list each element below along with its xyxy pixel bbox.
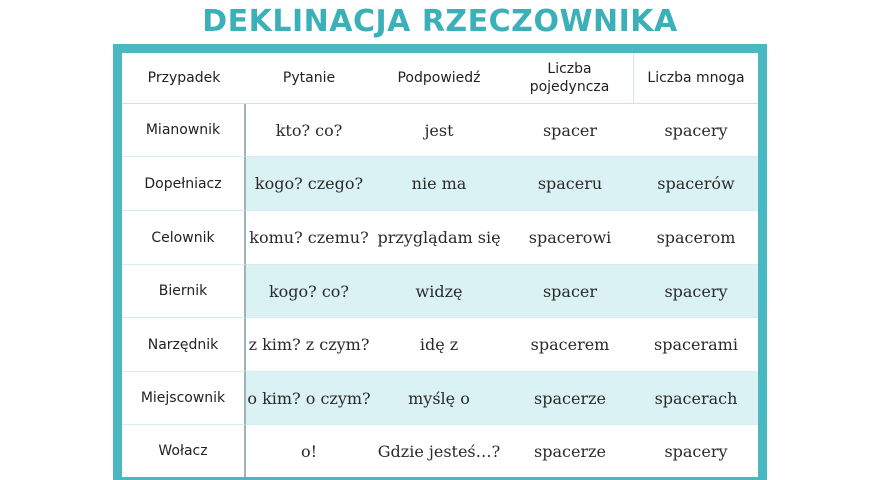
declension-table xyxy=(122,53,758,477)
row-plural: spacery xyxy=(664,441,728,461)
row-hint: Gdzie jesteś…? xyxy=(377,441,501,461)
table-frame xyxy=(113,44,767,480)
row-question: z kim? z czym? xyxy=(246,318,372,372)
row-singular: spacerowi xyxy=(506,211,634,265)
row-case-label: Dopełniacz xyxy=(122,157,246,211)
row-question: o kim? o czym? xyxy=(246,372,372,425)
header-plural: Liczba mnoga xyxy=(634,53,758,104)
row-hint: nie ma xyxy=(372,157,506,211)
row-plural: spacerów xyxy=(634,157,758,211)
header-question: Pytanie xyxy=(246,53,372,104)
header-singular: Liczba pojedyncza xyxy=(506,53,634,104)
row-singular: spacerem xyxy=(506,318,634,372)
row-hint: myślę o xyxy=(372,372,506,425)
row-plural: spacerom xyxy=(634,211,758,265)
row-singular: spacerze xyxy=(534,441,606,461)
row-question: kogo? co? xyxy=(246,265,372,318)
row-question: o! xyxy=(300,441,318,461)
row-singular: spacer xyxy=(506,265,634,318)
row-hint: widzę xyxy=(372,265,506,318)
row-question: kto? co? xyxy=(246,104,372,157)
row-case-label: Wołacz xyxy=(122,425,246,477)
header-case: Przypadek xyxy=(122,53,246,104)
header-hint: Podpowiedź xyxy=(372,53,506,104)
row-plural: spacerami xyxy=(634,318,758,372)
row-case-label: Celownik xyxy=(122,211,246,265)
row-case-label: Narzędnik xyxy=(122,318,246,372)
row-hint: jest xyxy=(372,104,506,157)
page-title: DEKLINACJA RZECZOWNIKA xyxy=(202,4,678,39)
row-question: kogo? czego? xyxy=(246,157,372,211)
row-question: komu? czemu? xyxy=(246,211,372,265)
row-case-label: Miejscownik xyxy=(122,372,246,425)
row-singular: spacer xyxy=(506,104,634,157)
row-case-label: Biernik xyxy=(122,265,246,318)
row-plural: spacery xyxy=(634,104,758,157)
row-case-label: Mianownik xyxy=(122,104,246,157)
row-plural: spacery xyxy=(634,265,758,318)
row-singular: spaceru xyxy=(506,157,634,211)
row-singular: spacerze xyxy=(506,372,634,425)
row-plural: spacerach xyxy=(634,372,758,425)
row-hint: przyglądam się xyxy=(372,211,506,265)
row-hint: idę z xyxy=(372,318,506,372)
